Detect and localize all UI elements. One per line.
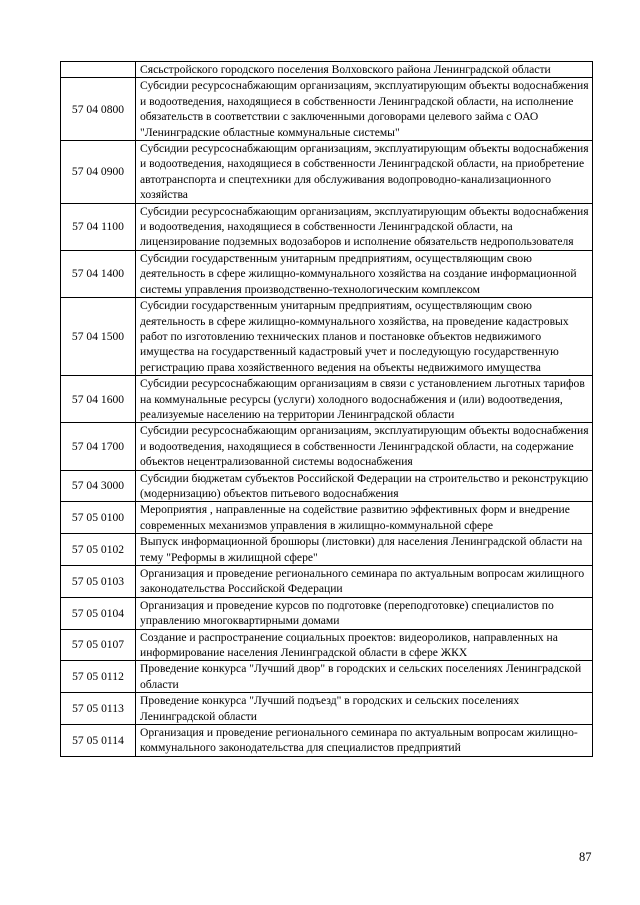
row-description-cell: Выпуск информационной брошюры (листовки) для населения Ленинградской области на тему "Реформы в жилищной сфере" bbox=[136, 534, 593, 566]
table-row bbox=[61, 423, 593, 470]
row-description-cell: Проведение конкурса "Лучший подъезд" в городских и сельских поселениях Ленинградской области bbox=[136, 693, 593, 725]
table-row bbox=[61, 534, 593, 566]
row-description-cell: Организация и проведение регионального семинара по актуальным вопросам жилищно-коммунального законодательства для специалистов предприятий bbox=[136, 725, 593, 757]
row-code-cell: 57 04 1400 bbox=[61, 250, 136, 297]
row-code-cell: 57 05 0102 bbox=[61, 534, 136, 566]
row-code-cell: 57 05 0113 bbox=[61, 693, 136, 725]
row-description-cell: Создание и распространение социальных проектов: видеороликов, направленных на информирование населения Ленинградской области в сфере ЖКХ bbox=[136, 629, 593, 661]
table-row bbox=[61, 597, 593, 629]
row-description-cell: Субсидии ресурсоснабжающим организациям, эксплуатирующим объекты водоснабжения и водоотведения, находящиеся в собственности Ленинградской области, на содержание объектов нецентрализованной системы водоснабжения bbox=[136, 423, 593, 470]
row-code-cell: 57 04 1600 bbox=[61, 376, 136, 423]
table-row bbox=[61, 661, 593, 693]
row-code-cell: 57 05 0114 bbox=[61, 725, 136, 757]
table-row bbox=[61, 629, 593, 661]
table-row bbox=[61, 693, 593, 725]
row-code-cell: 57 04 1500 bbox=[61, 298, 136, 376]
table-row bbox=[61, 566, 593, 598]
table-row bbox=[61, 298, 593, 376]
row-description-cell: Субсидии ресурсоснабжающим организациям в связи с установлением льготных тарифов на коммунальные ресурсы (услуги) холодного водоснабжения и (или) водоотведения, реализуемые населению на территории Ленинградской области bbox=[136, 376, 593, 423]
table-row bbox=[61, 470, 593, 502]
row-code-cell: 57 05 0104 bbox=[61, 597, 136, 629]
table-row bbox=[61, 203, 593, 250]
row-code-cell: 57 04 0900 bbox=[61, 141, 136, 204]
row-code-cell: 57 04 1100 bbox=[61, 203, 136, 250]
row-description-cell: Субсидии ресурсоснабжающим организациям, эксплуатирующим объекты водоснабжения и водоотведения, находящиеся в собственности Ленинградской области, на приобретение автотранспорта и спецтехники для обслуживания водопроводно-канализационного хозяйства bbox=[136, 141, 593, 204]
row-code-cell: 57 04 3000 bbox=[61, 470, 136, 502]
row-description-cell: Организация и проведение регионального семинара по актуальным вопросам жилищного законодательства Российской Федерации bbox=[136, 566, 593, 598]
row-description-cell: Субсидии бюджетам субъектов Российской Федерации на строительство и реконструкцию (модернизацию) объектов питьевого водоснабжения bbox=[136, 470, 593, 502]
row-code-cell: 57 05 0112 bbox=[61, 661, 136, 693]
row-code-cell: 57 05 0107 bbox=[61, 629, 136, 661]
row-code-cell: 57 04 0800 bbox=[61, 78, 136, 141]
row-description-cell: Субсидии ресурсоснабжающим организациям, эксплуатирующим объекты водоснабжения и водоотведения, находящиеся в собственности Ленинградской области, на исполнение обязательств в соответствии с заключенными договорами целевого займа с ОАО "Ленинградские областные коммунальные системы" bbox=[136, 78, 593, 141]
row-description-cell: Субсидии ресурсоснабжающим организациям, эксплуатирующим объекты водоснабжения и водоотведения, находящиеся в собственности Ленинградской области, на лицензирование подземных водозаборов и исполнение обязательств недропользователя bbox=[136, 203, 593, 250]
row-description-cell: Мероприятия , направленные на содействие развитию эффективных форм и внедрение современных механизмов управления в жилищно-коммунальной сфере bbox=[136, 502, 593, 534]
table-row bbox=[61, 376, 593, 423]
row-description-cell: Проведение конкурса "Лучший двор" в городских и сельских поселениях Ленинградской области bbox=[136, 661, 593, 693]
table-row bbox=[61, 250, 593, 297]
table-row bbox=[61, 141, 593, 204]
row-description-cell: Субсидии государственным унитарным предприятиям, осуществляющим свою деятельность в сфере жилищно-коммунального хозяйства, на проведение кадастровых работ по изготовлению технических планов и постановке объектов недвижимого имущества на государственный кадастровый учет и последующую государственную регистрацию права хозяйственного ведения на объекты недвижимого имущества bbox=[136, 298, 593, 376]
row-code-cell: 57 05 0100 bbox=[61, 502, 136, 534]
budget-classification-table bbox=[60, 61, 593, 757]
row-code-cell: 57 04 1700 bbox=[61, 423, 136, 470]
row-description-cell: Организация и проведение курсов по подготовке (переподготовке) специалистов по управлению многоквартирными домами bbox=[136, 597, 593, 629]
table-row bbox=[61, 78, 593, 141]
page-number: 87 bbox=[579, 850, 592, 864]
row-code-cell bbox=[61, 62, 136, 78]
table-row bbox=[61, 502, 593, 534]
table-body bbox=[61, 62, 593, 757]
table-row bbox=[61, 62, 593, 78]
table-row bbox=[61, 725, 593, 757]
row-description-cell: Субсидии государственным унитарным предприятиям, осуществляющим свою деятельность в сфере жилищно-коммунального хозяйства на создание информационной системы управления производственно-технологическим комплексом bbox=[136, 250, 593, 297]
row-code-cell: 57 05 0103 bbox=[61, 566, 136, 598]
row-description-cell: Сясьстройского городского поселения Волховского района Ленинградской области bbox=[136, 62, 593, 78]
